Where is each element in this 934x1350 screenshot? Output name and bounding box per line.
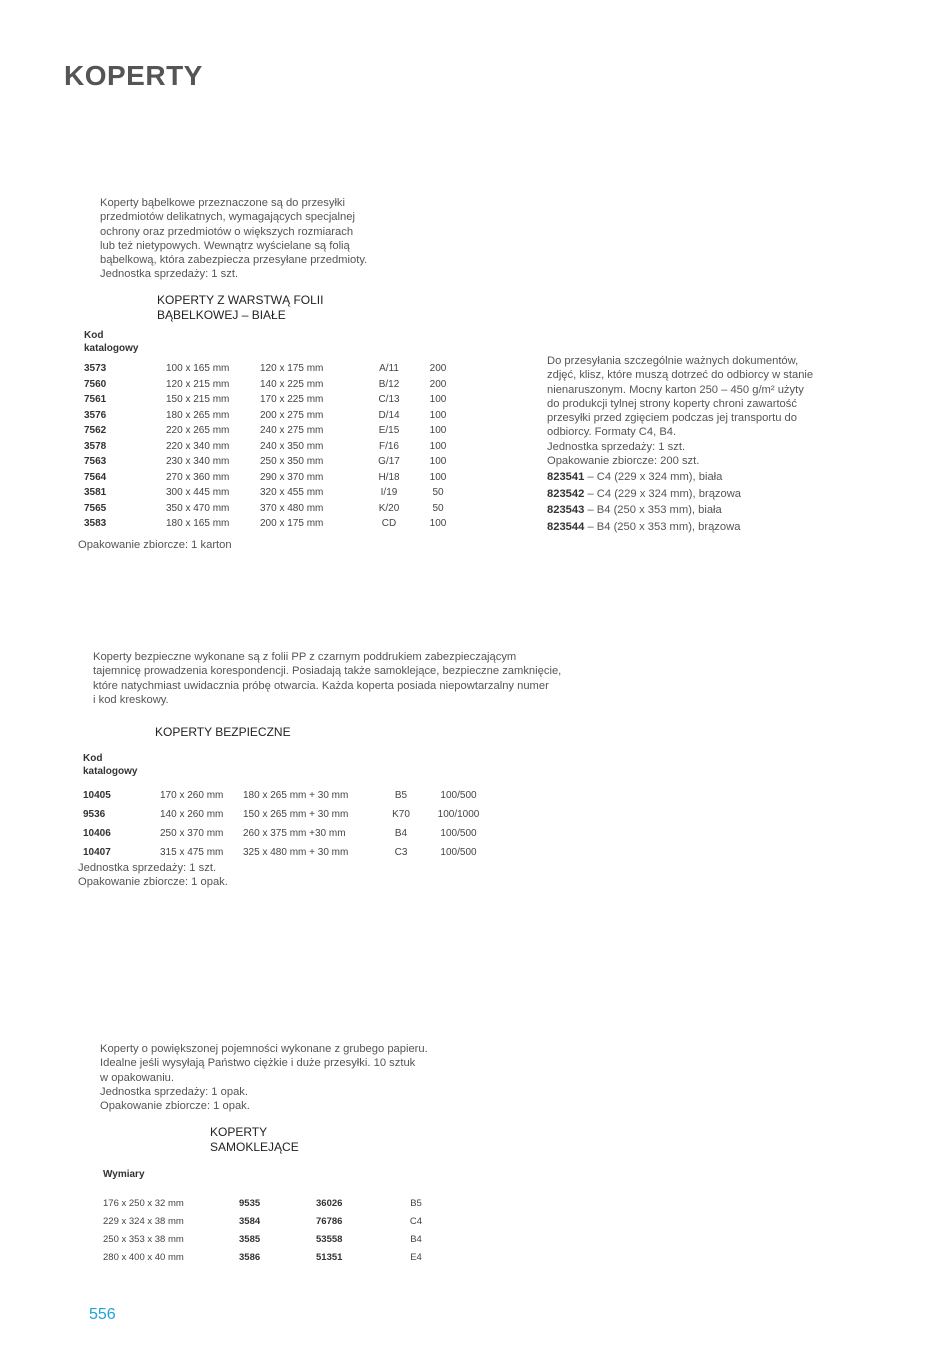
table-cell: 176 x 250 x 32 mm — [103, 1197, 184, 1209]
section2-heading: KOPERTY BEZPIECZNE — [155, 725, 291, 739]
table-cell: 7562 — [84, 425, 107, 437]
table-cell: 50 — [432, 487, 444, 499]
sidebar-text: Do przesyłania szczególnie ważnych dokumentów, zdjęć, klisz, które muszą dotrzeć do odbiorcy w stanie nienaruszonym. Mocny karton 250 – 450 g/m² użyty do produkcji tylnej strony koperty chroni zawartość przesyłki przed zgięciem podczas jej transportu do odbiorcy. Formaty C4, B4. Jednostka sprzedaży: 1 szt. Opakowanie zbiorcze: 200 szt. — [547, 355, 814, 468]
table-cell: K70 — [392, 809, 410, 820]
table-cell: 350 x 470 mm — [166, 502, 230, 514]
table-cell: 36026 — [316, 1197, 343, 1209]
table-cell: 270 x 360 mm — [166, 471, 230, 483]
table-cell: K/20 — [378, 502, 400, 514]
table-cell: 10406 — [83, 828, 111, 839]
table-cell: 7563 — [84, 456, 107, 468]
table-cell: 300 x 445 mm — [166, 487, 230, 499]
table-cell: 50 — [432, 502, 444, 514]
table-cell: 290 x 370 mm — [260, 471, 324, 483]
table-cell: 3586 — [239, 1251, 261, 1263]
table-row — [84, 485, 458, 501]
table-cell: 100 — [429, 409, 447, 421]
table-cell: 10405 — [83, 790, 111, 801]
table-cell: I/19 — [380, 487, 398, 499]
table-cell: 280 x 400 x 40 mm — [103, 1251, 184, 1263]
table-cell: B5 — [410, 1197, 422, 1209]
table-cell: 260 x 375 mm +30 mm — [243, 828, 346, 839]
table-cell: B/12 — [378, 378, 400, 390]
product-code: 823542 — [547, 487, 585, 500]
product-code: 823543 — [547, 504, 585, 516]
table-cell: B4 — [410, 1233, 422, 1245]
table-cell: 220 x 340 mm — [166, 440, 230, 452]
table-row — [84, 423, 458, 439]
table-cell: 100 — [429, 518, 447, 530]
table-cell: D/14 — [378, 409, 400, 421]
table-row — [83, 824, 491, 843]
section1-intro: Koperty bąbelkowe przeznaczone są do przesyłki przedmiotów delikatnych, wymagających specjalnej ochrony oraz przedmiotów o większych rozmiarach lub też nietypowych. Wewnątrz wyścielane są folią bąbelkową, która zabezpiecza przesyłane przedmioty. Jednostka sprzedaży: 1 szt. — [100, 197, 368, 281]
table-cell: 100 — [429, 425, 447, 437]
table-cell: 120 x 215 mm — [166, 378, 230, 390]
table-row — [103, 1248, 436, 1266]
table-cell: 150 x 265 mm + 30 mm — [243, 809, 349, 820]
section2-table — [83, 786, 491, 862]
table-cell: 100/500 — [440, 790, 477, 801]
table-cell: 100 x 165 mm — [166, 363, 230, 375]
table-row — [84, 408, 458, 424]
table-cell: 370 x 480 mm — [260, 502, 324, 514]
table-cell: 200 — [429, 363, 447, 375]
table-cell: 100 — [429, 394, 447, 406]
table-cell: CD — [381, 518, 397, 530]
table-cell: A/11 — [379, 363, 399, 375]
list-item — [547, 469, 741, 486]
table-cell: 250 x 370 mm — [160, 828, 224, 839]
table-cell: 315 x 475 mm — [160, 847, 224, 858]
section1-footer: Opakowanie zbiorcze: 1 karton — [78, 539, 232, 551]
table-cell: E4 — [410, 1251, 422, 1263]
table-cell: 240 x 275 mm — [260, 425, 324, 437]
table-cell: C/13 — [378, 394, 400, 406]
table-cell: B5 — [394, 790, 408, 801]
product-description: – B4 (250 x 353 mm), biała — [584, 504, 722, 516]
table-row — [83, 805, 491, 824]
table-cell: 120 x 175 mm — [260, 363, 324, 375]
table-cell: 9536 — [83, 809, 106, 820]
table-cell: 230 x 340 mm — [166, 456, 230, 468]
table-cell: 140 x 260 mm — [160, 809, 224, 820]
table-cell: 9535 — [239, 1197, 261, 1209]
table-row — [84, 361, 458, 377]
product-description: – B4 (250 x 353 mm), brązowa — [584, 520, 741, 533]
table-cell: 200 — [429, 378, 447, 390]
table-cell: C4 — [409, 1215, 423, 1227]
table-cell: H/18 — [378, 471, 400, 483]
table-cell: C3 — [394, 847, 408, 858]
section2-footer-package: Opakowanie zbiorcze: 1 opak. — [78, 876, 228, 888]
table-cell: 140 x 225 mm — [260, 378, 324, 390]
section1-column-header: Kod katalogowy — [84, 330, 139, 354]
table-cell: 3578 — [84, 440, 107, 452]
table-cell: 180 x 165 mm — [166, 518, 230, 530]
table-row — [103, 1230, 436, 1248]
table-cell: 100/1000 — [437, 809, 480, 820]
table-cell: 200 x 275 mm — [260, 409, 324, 421]
table-cell: 3573 — [84, 363, 107, 375]
page-number: 556 — [89, 1306, 116, 1323]
table-row — [103, 1212, 436, 1230]
table-cell: 3584 — [239, 1215, 261, 1227]
table-cell: 220 x 265 mm — [166, 425, 230, 437]
section3-heading: KOPERTY SAMOKLEJĄCE — [210, 1125, 299, 1154]
table-cell: 3581 — [84, 487, 107, 499]
page-title: KOPERTY — [64, 60, 203, 91]
table-cell: 3585 — [239, 1233, 261, 1245]
list-item — [547, 519, 741, 536]
table-row — [103, 1194, 436, 1212]
table-cell: 180 x 265 mm + 30 mm — [243, 790, 349, 801]
table-cell: 320 x 455 mm — [260, 487, 324, 499]
list-item — [547, 486, 741, 503]
table-cell: 10407 — [83, 847, 111, 858]
table-cell: 76786 — [316, 1215, 343, 1227]
table-cell: 100 — [429, 471, 447, 483]
table-cell: G/17 — [378, 456, 400, 468]
product-description: – C4 (229 x 324 mm), biała — [584, 471, 723, 483]
section3-table — [103, 1194, 436, 1266]
section1-table — [84, 361, 458, 532]
product-code: 823541 — [547, 471, 585, 483]
table-cell: 229 x 324 x 38 mm — [103, 1215, 184, 1227]
table-cell: 170 x 225 mm — [260, 394, 324, 406]
table-row — [84, 516, 458, 532]
table-row — [83, 786, 491, 805]
list-item — [547, 502, 741, 519]
section2-footer-unit: Jednostka sprzedaży: 1 szt. — [78, 862, 217, 874]
table-cell: 7565 — [84, 502, 107, 514]
sidebar-list — [547, 469, 741, 535]
table-cell: 170 x 260 mm — [160, 790, 224, 801]
table-cell: 250 x 353 x 38 mm — [103, 1233, 184, 1245]
table-row — [84, 501, 458, 517]
table-cell: 100 — [429, 440, 447, 452]
table-cell: 7564 — [84, 471, 107, 483]
table-cell: 200 x 175 mm — [260, 518, 324, 530]
table-row — [84, 454, 458, 470]
table-cell: F/16 — [378, 440, 399, 452]
product-description: – C4 (229 x 324 mm), brązowa — [584, 487, 742, 500]
table-cell: 7561 — [84, 394, 107, 406]
table-cell: 3583 — [84, 518, 107, 530]
table-cell: 180 x 265 mm — [166, 409, 230, 421]
product-code: 823544 — [547, 520, 585, 533]
table-row — [84, 470, 458, 486]
table-cell: E/15 — [378, 425, 400, 437]
table-cell: 325 x 480 mm + 30 mm — [243, 847, 349, 858]
table-cell: 53558 — [316, 1233, 343, 1245]
table-cell: 150 x 215 mm — [166, 394, 230, 406]
table-cell: 100/500 — [440, 847, 477, 858]
table-cell: B4 — [394, 828, 408, 839]
table-cell: 240 x 350 mm — [260, 440, 324, 452]
table-cell: 51351 — [316, 1251, 343, 1263]
section3-intro: Koperty o powiększonej pojemności wykonane z grubego papieru. Idealne jeśli wysyłają Państwo ciężkie i duże przesyłki. 10 sztuk w opakowaniu. Jednostka sprzedaży: 1 opak. Opakowanie zbiorcze: 1 opak. — [100, 1043, 428, 1113]
table-cell: 250 x 350 mm — [260, 456, 324, 468]
table-row — [84, 392, 458, 408]
table-cell: 100 — [429, 456, 447, 468]
table-row — [84, 439, 458, 455]
table-cell: 3576 — [84, 409, 107, 421]
table-cell: 100/500 — [440, 828, 477, 839]
section2-intro: Koperty bezpieczne wykonane są z folii PP z czarnym poddrukiem zabezpieczającym tajemnicę prowadzenia korespondencji. Posiadają także samoklejące, bezpieczne zamknięcie, które natychmiast uwidacznia próbę otwarcia. Każda koperta posiada niepowtarzalny numer i kod kreskowy. — [93, 651, 562, 706]
section2-column-header: Kod katalogowy — [83, 753, 138, 777]
table-row — [84, 377, 458, 393]
table-row — [83, 843, 491, 862]
section1-heading: KOPERTY Z WARSTWĄ FOLII BĄBELKOWEJ – BIAŁE — [157, 293, 324, 322]
table-cell: 7560 — [84, 378, 107, 390]
section3-column-header: Wymiary — [103, 1169, 145, 1180]
